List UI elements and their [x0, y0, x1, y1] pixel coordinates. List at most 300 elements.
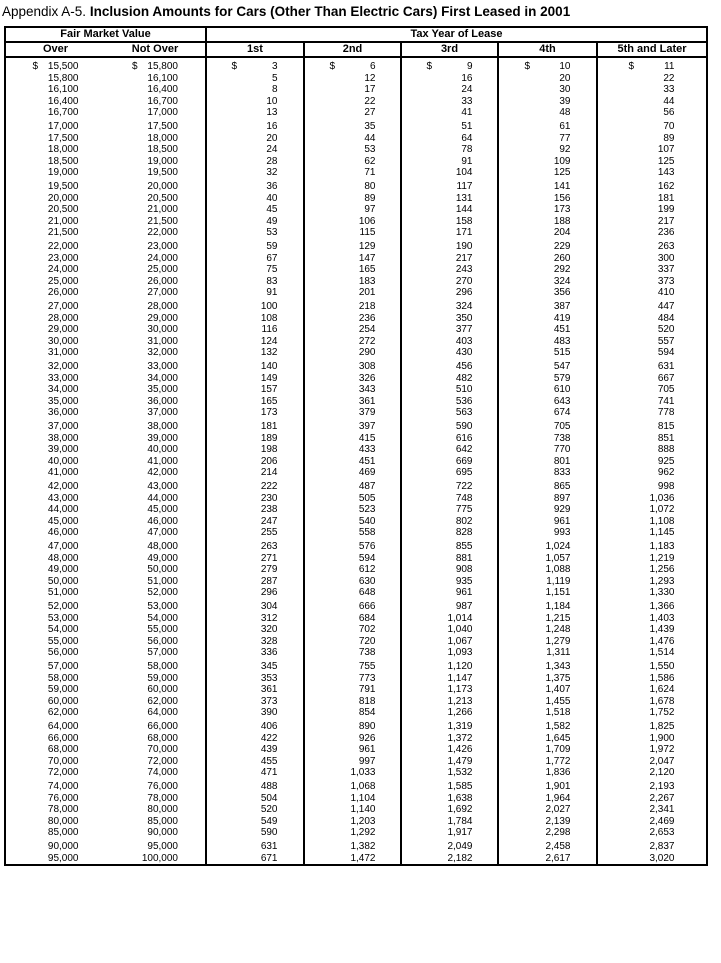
- table-cell: 2,617: [545, 852, 571, 864]
- table-cell: 612: [358, 564, 376, 575]
- table-cell: 324: [553, 275, 571, 287]
- table-cell: 68,000: [47, 744, 79, 755]
- table-row: [6, 647, 706, 659]
- table-row: [6, 167, 706, 179]
- table-cell: 406: [260, 721, 278, 732]
- table-row: [6, 696, 706, 708]
- table-cell: 39,000: [147, 432, 178, 444]
- table-row: [6, 73, 706, 85]
- table-cell: 304: [260, 601, 278, 612]
- table-cell: 2,047: [649, 755, 675, 767]
- table-cell: 157: [260, 384, 278, 395]
- table-cell: 43,000: [47, 492, 79, 504]
- table-cell: 3 $: [231, 61, 278, 72]
- table-cell: 22: [364, 95, 376, 107]
- header-tax-year-of-lease: Tax Year of Lease: [410, 28, 503, 40]
- table-cell: 2,458: [545, 841, 571, 852]
- table-cell: 2,182: [447, 852, 473, 864]
- table-cell: 48,000: [147, 541, 178, 552]
- table-body: [6, 58, 706, 864]
- table-row: [6, 313, 706, 325]
- table-cell: 854: [358, 707, 376, 718]
- table-cell: 471: [260, 767, 278, 778]
- table-cell: 1,372: [447, 732, 473, 744]
- table-cell: 28: [266, 155, 278, 167]
- table-cell: 770: [553, 444, 571, 455]
- table-cell: 91: [266, 287, 278, 298]
- table-cell: 16: [461, 72, 473, 84]
- table-cell: 851: [657, 432, 675, 444]
- table-cell: 204: [553, 227, 571, 238]
- table-cell: 34,000: [47, 384, 79, 395]
- table-cell: 2,027: [545, 804, 571, 815]
- table-cell: 17: [364, 84, 376, 95]
- table-cell: 20,000: [147, 181, 178, 192]
- table-cell: 143: [657, 167, 675, 178]
- table-cell: 669: [455, 455, 473, 467]
- table-cell: 54,000: [147, 612, 178, 624]
- table-cell: 129: [358, 241, 376, 252]
- table-row-group: [6, 481, 706, 539]
- table-cell: 343: [358, 384, 376, 395]
- table-cell: 300: [657, 252, 675, 264]
- table-cell: 1,518: [545, 707, 571, 718]
- table-cell: 1,917: [447, 827, 473, 838]
- table-cell: 41,000: [47, 467, 79, 478]
- table-cell: 97: [364, 204, 376, 215]
- table-cell: 68,000: [147, 732, 178, 744]
- table-cell: 312: [260, 612, 278, 624]
- table-cell: 40: [266, 192, 278, 204]
- table-cell: 45: [266, 204, 278, 215]
- table-cell: 1,219: [649, 552, 675, 564]
- table-cell: 935: [455, 575, 473, 587]
- table-cell: 53: [266, 227, 278, 238]
- table-row: [6, 324, 706, 336]
- table-cell: 1,014: [447, 612, 473, 624]
- table-cell: 890: [358, 721, 376, 732]
- table-row: [6, 481, 706, 493]
- table-cell: 115: [359, 227, 376, 238]
- table-row: [6, 407, 706, 419]
- table-cell: 10 $: [524, 61, 571, 72]
- table-cell: 1,472: [350, 852, 376, 864]
- column-divider: [303, 58, 305, 864]
- table-cell: 447: [657, 301, 675, 312]
- table-row: [6, 767, 706, 779]
- table-cell: 1,293: [649, 575, 675, 587]
- table-cell: 27: [364, 107, 376, 118]
- table-cell: 510: [455, 384, 473, 395]
- table-cell: 1,108: [649, 515, 675, 527]
- table-cell: 71: [364, 167, 376, 178]
- table-cell: 33,000: [47, 372, 79, 384]
- table-cell: 1,343: [545, 661, 571, 672]
- table-cell: 833: [553, 467, 571, 478]
- table-cell: 44: [663, 95, 675, 107]
- table-cell: 684: [358, 612, 376, 624]
- table-cell: 455: [260, 755, 278, 767]
- table-row: [6, 707, 706, 719]
- table-cell: 107: [657, 144, 675, 155]
- table-cell: 32: [266, 167, 278, 178]
- table-row: [6, 444, 706, 456]
- table-cell: 22,000: [147, 227, 178, 238]
- table-cell: 755: [358, 661, 376, 672]
- table-cell: 33: [663, 84, 675, 95]
- table-cell: 44: [364, 132, 376, 144]
- table-cell: 1,248: [545, 624, 571, 635]
- table-cell: 379: [358, 407, 376, 418]
- table-group-header-row: [6, 28, 706, 43]
- table-cell: 540: [358, 515, 376, 527]
- table-cell: 20,500: [147, 192, 178, 204]
- table-cell: 78: [461, 144, 473, 155]
- table-cell: 16,700: [147, 95, 178, 107]
- table-cell: 1,772: [545, 755, 571, 767]
- table-cell: 21,000: [147, 204, 178, 215]
- table-cell: 75: [266, 264, 278, 275]
- dollar-sign: $: [32, 61, 39, 72]
- table-cell: 1,638: [447, 792, 473, 804]
- table-row-group: [6, 61, 706, 119]
- table-cell: 2,341: [649, 804, 675, 815]
- table-cell: 616: [455, 432, 473, 444]
- table-cell: 25,000: [147, 264, 178, 275]
- table-cell: 35: [364, 121, 376, 132]
- table-cell: 47,000: [47, 541, 79, 552]
- table-cell: 49: [266, 215, 278, 227]
- table-cell: 13: [266, 107, 278, 118]
- table-cell: 579: [553, 372, 571, 384]
- table-cell: 515: [553, 347, 571, 358]
- table-cell: 59,000: [147, 672, 178, 684]
- table-row: [6, 781, 706, 793]
- table-cell: 20,500: [47, 204, 79, 215]
- table-cell: 147: [358, 252, 376, 264]
- table-cell: 29,000: [147, 312, 178, 324]
- table-row: [6, 361, 706, 373]
- table-cell: 106: [358, 215, 376, 227]
- table-row: [6, 227, 706, 239]
- table-cell: 2,653: [649, 827, 675, 838]
- table-cell: 1,120: [447, 661, 473, 672]
- table-cell: 2,837: [649, 841, 675, 852]
- table-cell: 45,000: [147, 504, 178, 515]
- table-cell: 20: [266, 132, 278, 144]
- table-cell: 90,000: [47, 841, 79, 852]
- table-cell: 1,215: [545, 612, 571, 624]
- table-row: [6, 553, 706, 565]
- table-cell: 16,100: [147, 72, 178, 84]
- table-cell: 260: [553, 252, 571, 264]
- table-cell: 549: [260, 815, 278, 827]
- table-cell: 48: [559, 107, 571, 118]
- table-cell: 74,000: [147, 767, 178, 778]
- table-cell: 1,439: [649, 624, 675, 635]
- table-cell: 1,972: [649, 744, 675, 755]
- table-cell: 881: [455, 552, 473, 564]
- table-cell: 10: [266, 95, 278, 107]
- table-cell: 41: [461, 107, 473, 118]
- table-cell: 62: [364, 155, 376, 167]
- table-cell: 557: [657, 335, 675, 347]
- table-cell: 199: [657, 204, 675, 215]
- table-cell: 17,500: [47, 132, 79, 144]
- table-cell: 576: [358, 541, 376, 552]
- dollar-sign: $: [524, 61, 531, 72]
- table-cell: 109: [553, 155, 571, 167]
- table-cell: 19,500: [47, 181, 79, 192]
- table-row-group: [6, 361, 706, 419]
- table-cell: 16,700: [47, 107, 79, 118]
- table-cell: 1,585: [447, 781, 473, 792]
- table-cell: 206: [260, 455, 278, 467]
- table-cell: 56,000: [47, 647, 79, 658]
- table-cell: 8: [271, 84, 278, 95]
- table-cell: 83: [266, 275, 278, 287]
- table-cell: 631: [657, 361, 675, 372]
- table-cell: 23,000: [47, 252, 79, 264]
- table-cell: 1,292: [350, 827, 376, 838]
- table-cell: 44,000: [147, 492, 178, 504]
- table-cell: 1,455: [545, 695, 571, 707]
- table-cell: 181: [260, 421, 278, 432]
- table-cell: 70,000: [147, 744, 178, 755]
- table-cell: 26,000: [47, 287, 79, 298]
- table-cell: 908: [455, 564, 473, 575]
- table-row: [6, 133, 706, 145]
- table-cell: 523: [358, 504, 376, 515]
- table-cell: 631: [260, 841, 278, 852]
- table-cell: 487: [358, 481, 376, 492]
- table-cell: 482: [455, 372, 473, 384]
- table-cell: 1,366: [649, 601, 675, 612]
- table-cell: 70,000: [47, 755, 79, 767]
- table-cell: 46,000: [47, 527, 79, 538]
- table-cell: 748: [455, 492, 473, 504]
- column-header-not-over: Not Over: [131, 43, 179, 55]
- dollar-sign: $: [426, 61, 433, 72]
- table-cell: 520: [657, 324, 675, 335]
- table-cell: 33,000: [147, 361, 178, 372]
- table-cell: 38,000: [47, 432, 79, 444]
- table-cell: 1,203: [350, 815, 376, 827]
- table-cell: 2,139: [545, 815, 571, 827]
- table-cell: 16,400: [147, 84, 178, 95]
- table-cell: 1,678: [649, 695, 675, 707]
- table-row: [6, 827, 706, 839]
- table-cell: 254: [358, 324, 376, 335]
- table-row: [6, 493, 706, 505]
- table-cell: 263: [260, 541, 278, 552]
- table-cell: 610: [553, 384, 571, 395]
- table-cell: 230: [260, 492, 278, 504]
- table-cell: 1,900: [649, 732, 675, 744]
- table-cell: 189: [260, 432, 278, 444]
- table-cell: 58,000: [47, 672, 79, 684]
- table-cell: 171: [455, 227, 473, 238]
- column-header-5th-and-later: 5th and Later: [617, 43, 687, 55]
- table-cell: 66,000: [147, 721, 178, 732]
- table-cell: 16,100: [47, 84, 79, 95]
- table-cell: 1,256: [649, 564, 675, 575]
- table-cell: 403: [455, 335, 473, 347]
- table-cell: 104: [455, 167, 473, 178]
- table-cell: 35,000: [147, 384, 178, 395]
- table-cell: 217: [455, 252, 473, 264]
- table-cell: 1,586: [649, 672, 675, 684]
- table-cell: 42,000: [147, 467, 178, 478]
- table-cell: 642: [455, 444, 473, 455]
- table-cell: 24,000: [147, 252, 178, 264]
- table-row: [6, 373, 706, 385]
- table-row: [6, 336, 706, 348]
- table-cell: 50,000: [147, 564, 178, 575]
- table-row: [6, 456, 706, 468]
- table-cell: 961: [553, 515, 571, 527]
- table-cell: 328: [260, 635, 278, 647]
- table-row: [6, 516, 706, 528]
- table-cell: 26,000: [147, 275, 178, 287]
- table-row: [6, 61, 706, 73]
- table-cell: 263: [657, 241, 675, 252]
- table-cell: 6 $: [329, 61, 376, 72]
- table-cell: 55,000: [47, 635, 79, 647]
- table-cell: 19,500: [147, 167, 178, 178]
- table-cell: 594: [657, 347, 675, 358]
- table-cell: 18,500: [147, 144, 178, 155]
- table-cell: 361: [260, 684, 278, 695]
- table-cell: 1,024: [545, 541, 571, 552]
- table-cell: 1,266: [447, 707, 473, 718]
- table-cell: 722: [455, 481, 473, 492]
- table-cell: 72,000: [47, 767, 79, 778]
- table-cell: 419: [553, 312, 571, 324]
- table-cell: 27,000: [147, 287, 178, 298]
- table-cell: 92: [559, 144, 571, 155]
- table-cell: 76,000: [147, 781, 178, 792]
- dollar-sign: $: [231, 61, 238, 72]
- table-cell: 1,825: [649, 721, 675, 732]
- table-row: [6, 433, 706, 445]
- table-cell: 18,500: [47, 155, 79, 167]
- table-cell: 287: [260, 575, 278, 587]
- column-header-4th: 4th: [499, 43, 598, 56]
- table-cell: 125: [553, 167, 571, 178]
- table-cell: 961: [455, 587, 473, 598]
- table-row: [6, 504, 706, 516]
- table-cell: 31,000: [47, 347, 79, 358]
- table-row: [6, 756, 706, 768]
- table-cell: 44,000: [47, 504, 79, 515]
- table-cell: 74,000: [47, 781, 79, 792]
- table-cell: 53: [364, 144, 376, 155]
- table-cell: 117: [456, 181, 473, 192]
- table-cell: 590: [455, 421, 473, 432]
- table-cell: 738: [358, 647, 376, 658]
- column-divider: [400, 58, 402, 864]
- table-cell: 42,000: [47, 481, 79, 492]
- table-cell: 815: [657, 421, 675, 432]
- table-cell: 547: [553, 361, 571, 372]
- table-cell: 36,000: [147, 395, 178, 407]
- table-row-group: [6, 781, 706, 839]
- table-cell: 57,000: [147, 647, 178, 658]
- table-cell: 59,000: [47, 684, 79, 695]
- table-cell: 90,000: [147, 827, 178, 838]
- table-cell: 888: [657, 444, 675, 455]
- table-cell: 58,000: [147, 661, 178, 672]
- table-cell: 41,000: [147, 455, 178, 467]
- table-cell: 1,330: [649, 587, 675, 598]
- table-cell: 705: [553, 421, 571, 432]
- table-cell: 671: [260, 852, 278, 864]
- table-cell: 15,500 $: [32, 61, 79, 72]
- table-cell: 1,033: [350, 767, 376, 778]
- table-cell: 22,000: [47, 241, 79, 252]
- table-cell: 51,000: [147, 575, 178, 587]
- table-cell: 45,000: [47, 515, 79, 527]
- table-cell: 356: [553, 287, 571, 298]
- table-cell: 430: [455, 347, 473, 358]
- table-cell: 49,000: [147, 552, 178, 564]
- table-cell: 217: [657, 215, 675, 227]
- dollar-sign: $: [329, 61, 336, 72]
- column-header-3rd: 3rd: [402, 43, 499, 56]
- table-cell: 21,500: [147, 215, 178, 227]
- table-cell: 25,000: [47, 275, 79, 287]
- table-cell: 214: [260, 467, 278, 478]
- table-cell: 17,500: [147, 121, 178, 132]
- table-cell: 17,000: [147, 107, 178, 118]
- table-cell: 24,000: [47, 264, 79, 275]
- table-cell: 77: [559, 132, 571, 144]
- table-cell: 20: [559, 72, 571, 84]
- table-cell: 116: [261, 324, 278, 335]
- table-row: [6, 733, 706, 745]
- table-cell: 198: [260, 444, 278, 455]
- table-cell: 997: [358, 755, 376, 767]
- table-cell: 46,000: [147, 515, 178, 527]
- table-cell: 67: [266, 252, 278, 264]
- table-cell: 255: [260, 527, 278, 538]
- table-cell: 190: [455, 241, 473, 252]
- table-row: [6, 96, 706, 108]
- table-cell: 1,407: [545, 684, 571, 695]
- dollar-sign: $: [628, 61, 635, 72]
- table-cell: 21,000: [47, 215, 79, 227]
- table-cell: 61: [559, 121, 571, 132]
- table-row: [6, 661, 706, 673]
- table-cell: 1,036: [649, 492, 675, 504]
- table-row-group: [6, 301, 706, 359]
- table-cell: 773: [358, 672, 376, 684]
- table-cell: 1,057: [545, 552, 571, 564]
- table-cell: 390: [260, 707, 278, 718]
- table-cell: 80,000: [147, 804, 178, 815]
- table-cell: 720: [358, 635, 376, 647]
- table-cell: 62,000: [47, 707, 79, 718]
- table-cell: 801: [553, 455, 571, 467]
- table-cell: 961: [358, 744, 376, 755]
- table-cell: 2,469: [649, 815, 675, 827]
- table-row-group: [6, 241, 706, 299]
- table-cell: 238: [260, 504, 278, 515]
- table-row: [6, 216, 706, 228]
- table-cell: 72,000: [147, 755, 178, 767]
- table-cell: 108: [260, 312, 278, 324]
